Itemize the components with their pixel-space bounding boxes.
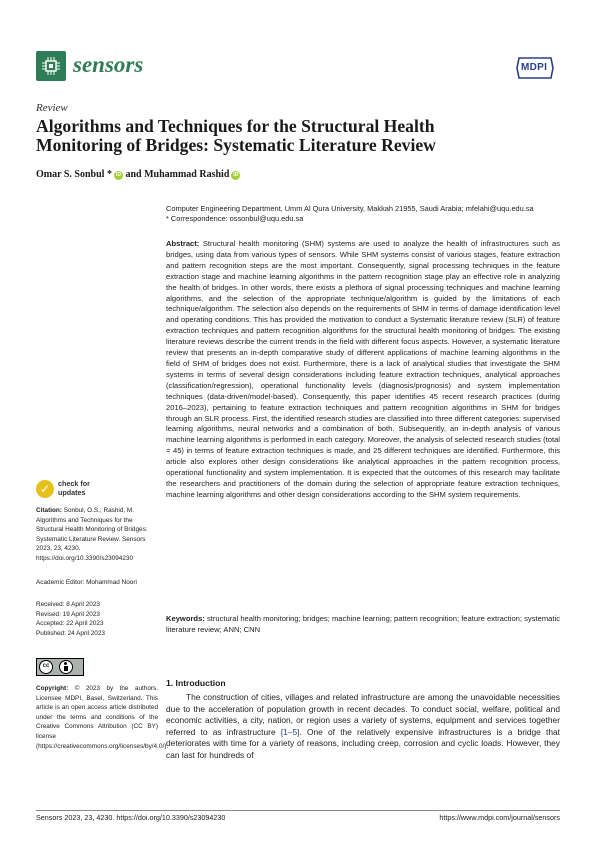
author-1[interactable]: Omar S. Sonbul * [36,169,112,180]
citation-link[interactable]: [1–5] [280,726,300,737]
mdpi-logo[interactable] [516,57,554,79]
citation-label: Citation: [36,507,62,514]
journal-logo-icon [36,51,66,81]
intro-text-part: The construction of cities, villages and related infrastructure are among the unavoidable necessities due to the acceleration of population growth in recent decades. To conduct social, welfare, political and economic activities, a city, nation, or region uses a variety of systems, equipment and services together referred to as infrastructure [166,692,560,737]
author-list [36,169,240,180]
copyright-block [36,684,169,751]
dates-block [36,600,158,638]
citation-text: Sonbul, O.S.; Rashid, M. Algorithms and Techniques for the Structural Health Monitoring of Bridges: Systematic Literature Review. Sensors 2023, 23, 4230. https://doi.org/10.3390/s23094230 [36,507,148,562]
attribution-person-icon [59,660,73,674]
revised-date: Revised: 19 April 2023 [36,610,100,618]
correspondence-line: * Correspondence: ossonbul@uqu.edu.sa [166,214,304,224]
orcid-icon[interactable]: iD [115,172,121,178]
cc-icon: cc [39,660,53,674]
paper-title: Algorithms and Techniques for the Structural Health Monitoring of Bridges: Systematic Literature Review [36,116,436,155]
journal-name: sensors [73,52,144,77]
keywords [166,614,560,636]
keywords-text: structural health monitoring; bridges; machine learning; pattern recognition; feature extraction; systematic literature review; ANN; CNN [166,614,560,634]
published-date: Published: 24 April 2023 [36,629,105,637]
intro-text-part: . One of the relatively expensive infrastructures is a bridge that deteriorates with time for a variety of reasons, including creep, corrosion and cyclic loads. However, they can last for hundreds of [166,726,560,760]
affiliation-line: Computer Engineering Department, Umm Al Qura University, Makkah 21955, Saudi Arabia; mfelahi@uqu.edu.sa [166,204,534,213]
section-heading: 1. Introduction [166,678,226,688]
received-date: Received: 8 April 2023 [36,601,100,608]
introduction-text [166,692,560,761]
accepted-date: Accepted: 22 April 2023 [36,620,104,628]
footer-journal-url[interactable]: https://www.mdpi.com/journal/sensors [439,813,560,822]
article-type: Review [36,102,68,114]
mdpi-logo-text: MDPI [521,62,548,73]
copyright-label: Copyright: [36,685,69,692]
citation-block [36,506,158,564]
orcid-icon[interactable]: iD [233,172,239,178]
check-for-updates-label [58,480,90,497]
abstract-text: Structural health monitoring (SHM) systems are used to analyze the health of infrastructures such as bridges, using data from various types of sensors. While SHM systems consist of various stages, feature extraction and pattern recognition steps are the most important. Consequently, signal processing techniques in the feature extraction stage and machine learning algorithms in the pattern recognition stage play an effective role in analyzing the health of bridges. In other words, there exists a plethora of signal processing techniques and machine learning algorithms, and the selection of the appropriate technique/algorithm is guided by the limitations of each technique/algorithm. The selection also depends on the requirements of SHM in terms of damage identification level and operating conditions. This has provided the motivation to conduct a Systematic literature review (SLR) of feature extraction techniques and pattern recognition algorithms for the structural health monitoring of bridges. The existing literature reviews describe the current trends in the field with different focus aspects. However, a systematic literature review that presents an in-depth comparative study of different applications of machine learning algorithms in the field of SHM of bridges does not exist. Furthermore, there is a lack of analytical studies that investigate the SHM systems in terms of several design considerations including feature extraction techniques, analytical approaches (classification/regression), operational functionality levels (diagnosis/prognosis) and system implementation techniques (data-driven/model-based). Consequently, this paper identifies 45 recent research practices (during 2016–2023), pertaining to feature extraction techniques and pattern recognition algorithms in SHM for bridges through an SLR process. First, the identified research studies are classified into three different categories: supervised learning algorithms, neural networks and a combination of both. Subsequently, an in-depth analysis of various machine learning algorithms is performed in each category. Moreover, the analysis of selected research studies (total = 45) in terms of feature extraction techniques is made, and 25 different techniques are identified. Furthermore, this article also explores other design considerations like analytical approaches in the pattern recognition process, operational functionality and system implementation. It is expected that the outcomes of this research may facilitate the researchers and practitioners of the domain during the selection of appropriate feature extraction techniques, machine learning algorithms and other design considerations according to the SHM system requirements. [166,239,560,499]
check-line-1: check for [58,479,90,488]
affiliations [166,204,566,225]
copyright-text: © 2023 by the authors. Licensee MDPI, Basel, Switzerland. This article is an open access article distributed under the terms and conditions of the Creative Commons Attribution (CC BY) license (https://creativecommons.org/licenses/by/4.0/). [36,685,169,750]
abstract-label: Abstract: [166,239,200,248]
footer-citation[interactable]: Sensors 2023, 23, 4230. https://doi.org/10.3390/s23094230 [36,813,226,822]
keywords-label: Keywords: [166,614,205,623]
academic-editor: Academic Editor: Mohammad Noori [36,579,137,586]
abstract [166,239,560,501]
cc-license-badge[interactable] [36,658,84,676]
check-icon: ✓ [36,480,54,498]
footer-divider [36,810,560,811]
check-line-2: updates [58,487,86,497]
author-connector: and [125,169,142,180]
check-for-updates-button[interactable] [36,480,96,502]
chip-icon [41,56,61,76]
author-2[interactable]: Muhammad Rashid [144,169,230,180]
